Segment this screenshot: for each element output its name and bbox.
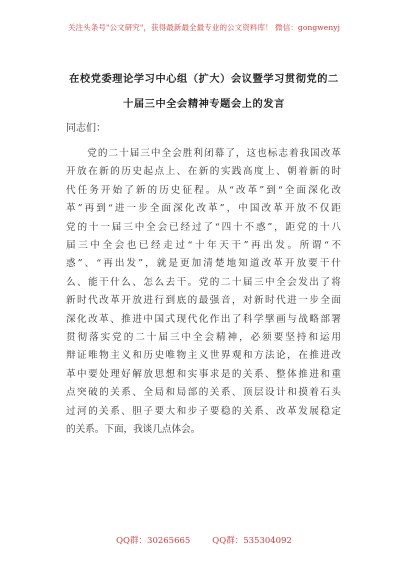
body-line: 惑”、“再出发”，就是更加清楚地知道改革开放要干什: [66, 258, 341, 270]
body-line: 贯彻落实党的二十届三中全会精神，必须要坚持和运用: [66, 332, 341, 344]
body-line: 党的二十届三中全会胜利闭幕了，这也标志着我国改革: [66, 148, 341, 159]
salutation: 同志们：: [66, 123, 106, 134]
body-line: 党的十一届三中全会已经过了“四十不惑”，距党的十八: [66, 221, 341, 233]
document-title-line-2: 十届三中全会精神专题会上的发言: [123, 98, 285, 110]
body-line: 点突破的关系、全局和局部的关系、顶层设计和摸着石头: [66, 387, 341, 399]
body-line: 革”再到“进一步全面深化改革”，中国改革开放不仅距: [66, 203, 341, 215]
body-line: 么、能干什么、怎么去干。党的二十届三中全会发出了将: [66, 276, 341, 288]
body-line: 届三中全会也已经走过“十年天干”再出发。所谓“不: [66, 240, 341, 252]
header-promo-note: 关注头条号"公文研究"，获得最新最全最专业的公文资料库！ 微信：gongwenyj: [67, 23, 341, 32]
document-title-line-1: 在校党委理论学习中心组（扩大）会议暨学习贯彻党的二: [69, 73, 339, 85]
body-line: 过河的关系、胆子要大和步子要稳的关系、改革发展稳定: [66, 405, 341, 417]
body-line: 辩证唯物主义和历史唯物主义世界观和方法论，在推进改: [66, 350, 341, 362]
body-line: 开放在新的历史起点上、在新的实践高度上、朝着新的时: [66, 166, 341, 178]
body-paragraph: [66, 145, 341, 440]
body-line: 新时代改革开放进行到底的最强音，对新时代进一步全面: [66, 295, 341, 307]
body-line: 的关系。下面，我谈几点体会。: [66, 424, 201, 436]
footer-qq-group-1: QQ群：30265665: [116, 536, 191, 546]
footer-qq-group-2: QQ群：535304092: [212, 536, 292, 546]
body-line: 深化改革、推进中国式现代化作出了科学擘画与战略部署: [66, 313, 341, 325]
body-line: 代任务开始了新的历史征程。从“改革”到“全面深化改: [66, 184, 341, 196]
body-line: 革中要处理好解放思想和实事求是的关系、整体推进和重: [66, 368, 341, 380]
footer-contact: [0, 534, 408, 546]
